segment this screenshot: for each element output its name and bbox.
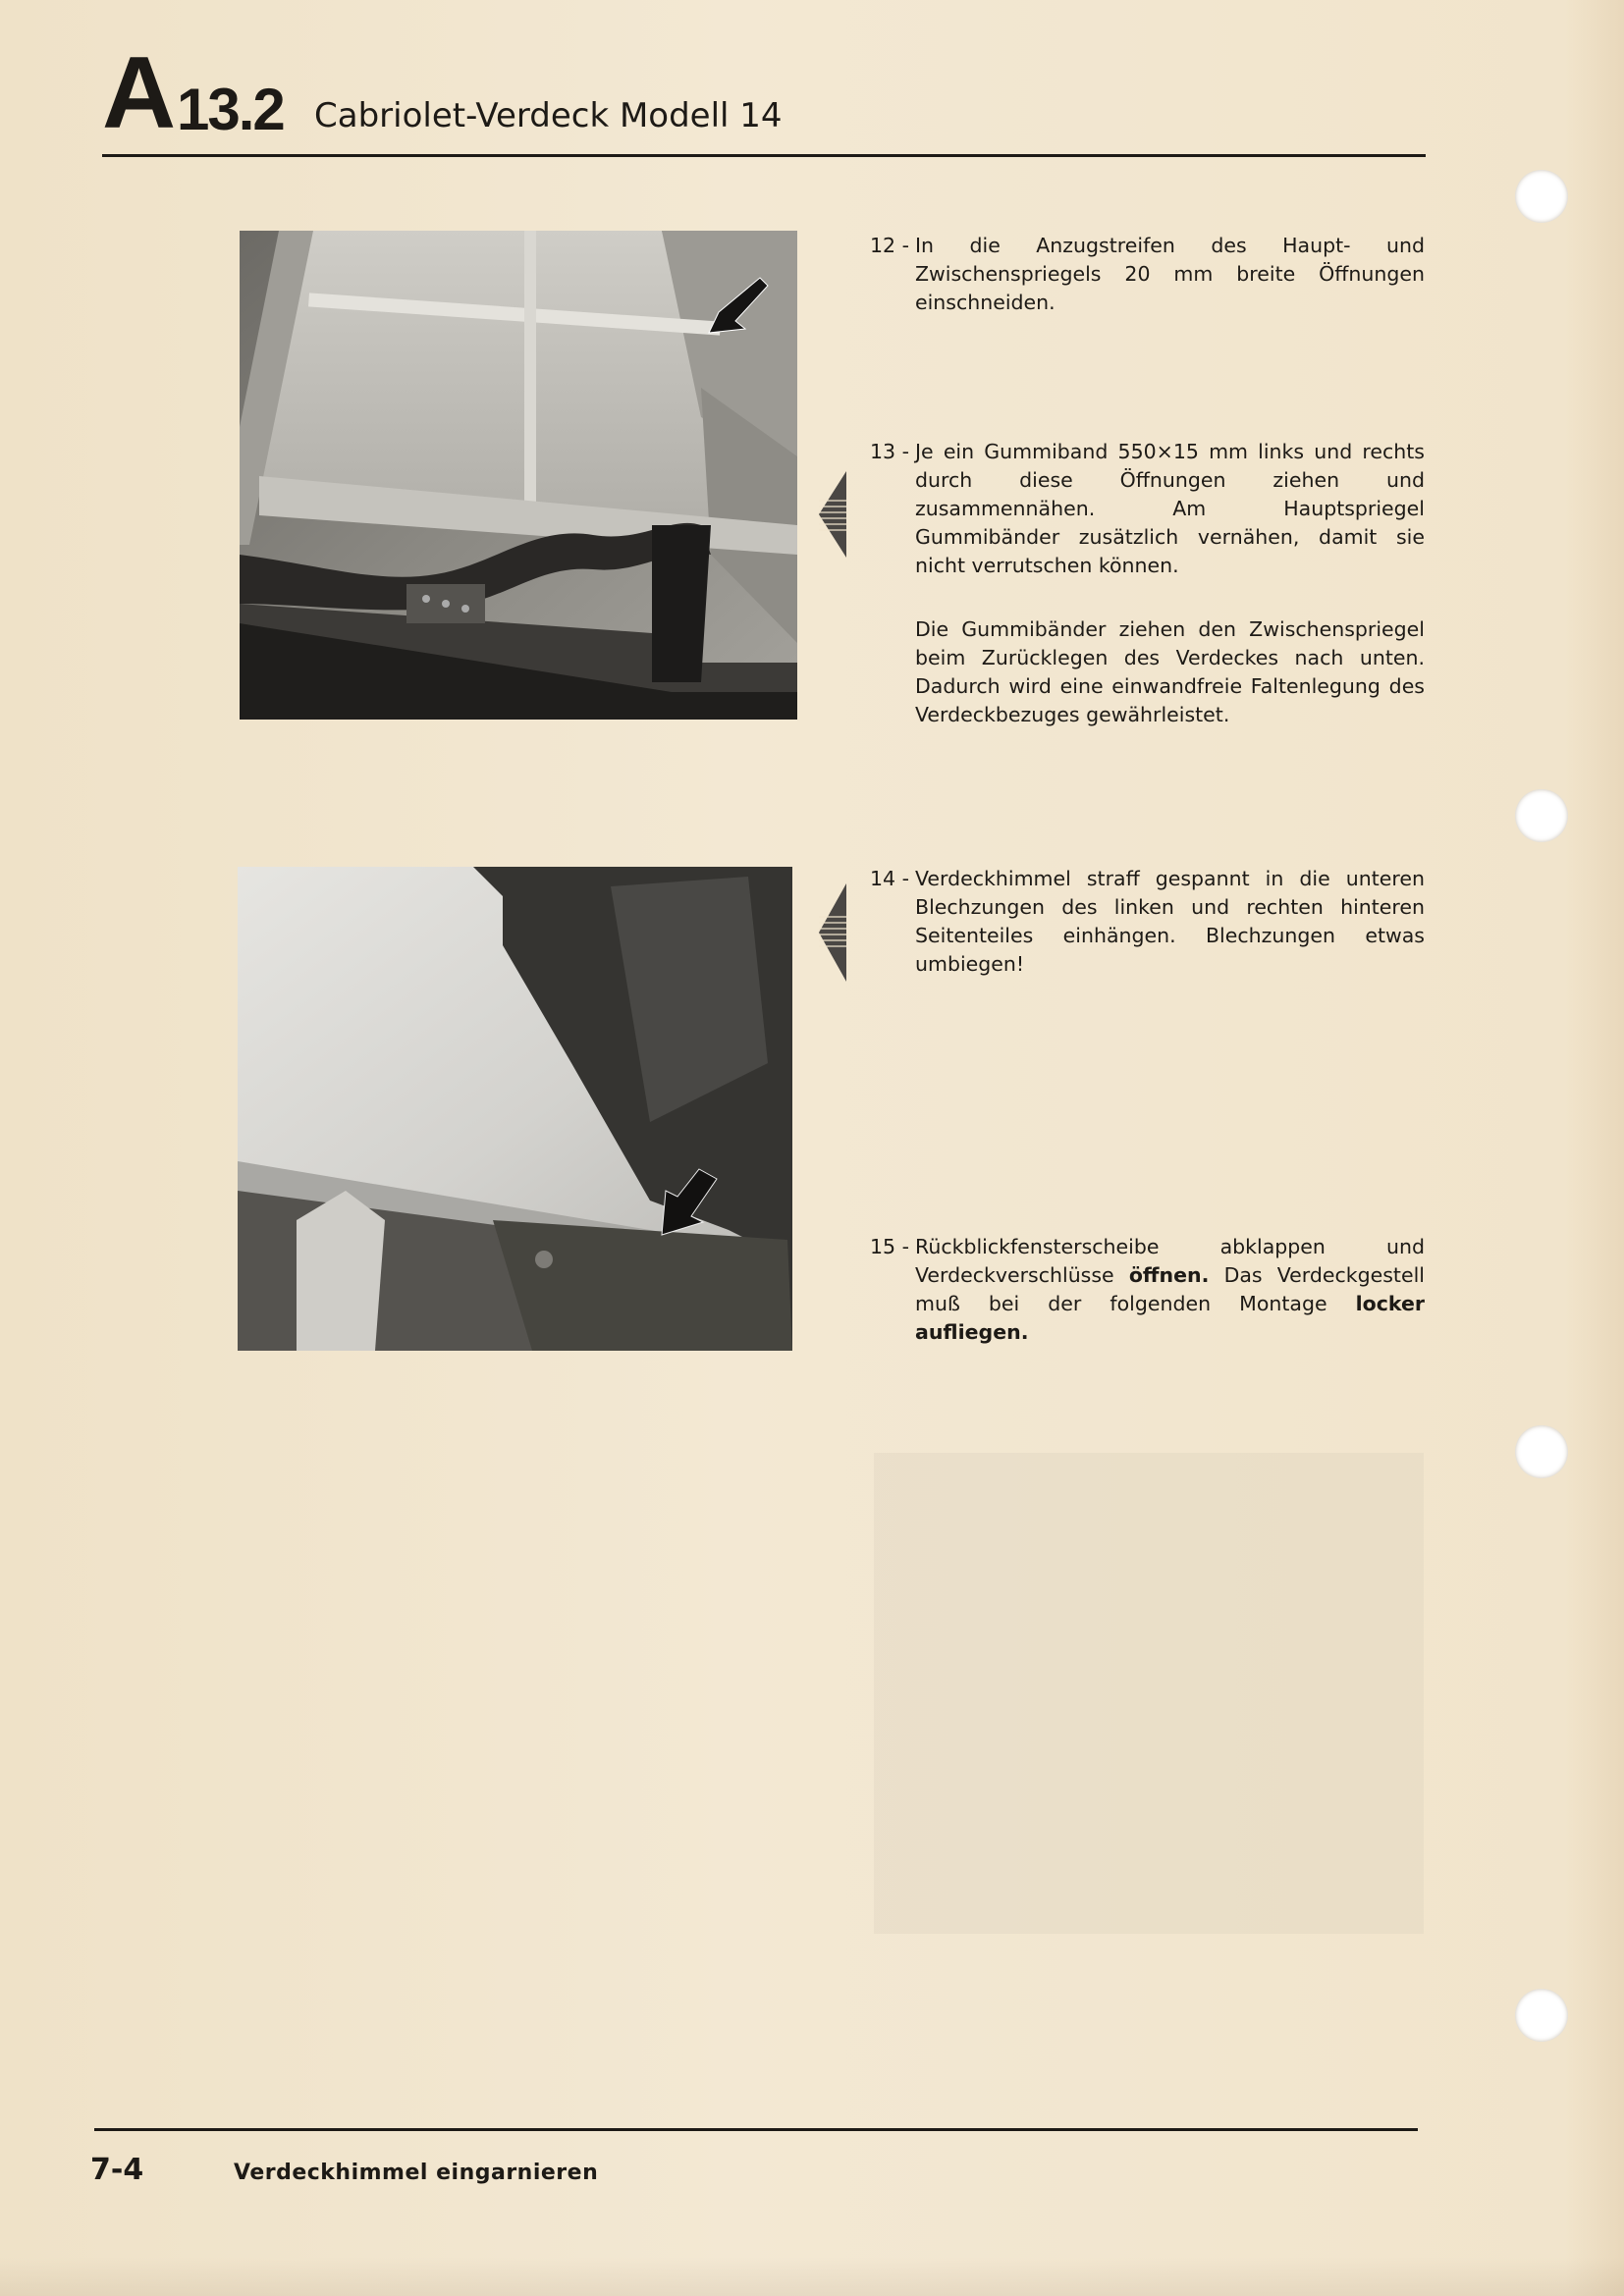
step-14	[870, 865, 1425, 979]
step-15	[870, 1233, 1425, 1347]
emphasis-text: öffnen.	[1128, 1263, 1210, 1287]
bleed-through-shadow	[874, 1453, 1424, 1934]
step-text: In die Anzugstreifen des Haupt- und Zwischenspriegels 20 mm breite Öffnungen einschneiden.	[915, 234, 1425, 314]
header-rule	[102, 154, 1426, 157]
photo-step-12-13	[240, 231, 797, 720]
section-letter: A	[102, 36, 173, 150]
step-number: 14 -	[870, 867, 909, 890]
step-number: 12 -	[870, 234, 909, 257]
punch-hole	[1515, 789, 1568, 842]
step-text: Verdeckhimmel straff gespannt in die unteren Blechzungen des linken und rechten hinteren Seitenteiles einhängen. Blechzungen etwas umbiegen!	[915, 867, 1425, 976]
step-number: 13 -	[870, 440, 909, 463]
step-13-note: Die Gummibänder ziehen den Zwischenspriegel beim Zurücklegen des Verdeckes nach unten. Dadurch wird eine einwandfreie Faltenlegung des Verdeckbezuges gewährleistet.	[915, 616, 1425, 726]
step-13	[870, 438, 1425, 580]
step-12	[870, 232, 1425, 317]
triangle-marker-icon	[817, 469, 850, 560]
step-text	[915, 1233, 1425, 1347]
triangle-marker-icon	[817, 881, 850, 984]
step-text-part: Rückblickfensterscheibe abklappen und Verdeckverschlüsse	[915, 1235, 1425, 1287]
page-bottom-shading	[0, 2257, 1624, 2296]
emphasis-text: locker aufliegen.	[915, 1292, 1425, 1344]
footer-title: Verdeckhimmel eingarnieren	[234, 2161, 599, 2185]
page-edge-shading	[1565, 0, 1624, 2296]
page-title: Cabriolet-Verdeck Modell 14	[314, 96, 783, 135]
step-number: 15 -	[870, 1235, 909, 1258]
section-number: 13.2	[177, 77, 284, 142]
punch-hole	[1515, 1989, 1568, 2042]
step-text: Je ein Gummiband 550×15 mm links und rechts durch diese Öffnungen ziehen und zusammennähen. Am Hauptspriegel Gummibänder zusätzlich vernähen, damit sie nicht verrutschen können.	[915, 440, 1425, 577]
page-number: 7-4	[90, 2153, 144, 2187]
punch-hole	[1515, 170, 1568, 223]
step-text-part: Das Verdeckgestell muß bei der folgenden Montage	[915, 1263, 1425, 1315]
footer-rule	[94, 2128, 1418, 2131]
photo-step-14	[238, 867, 792, 1351]
punch-hole	[1515, 1425, 1568, 1478]
